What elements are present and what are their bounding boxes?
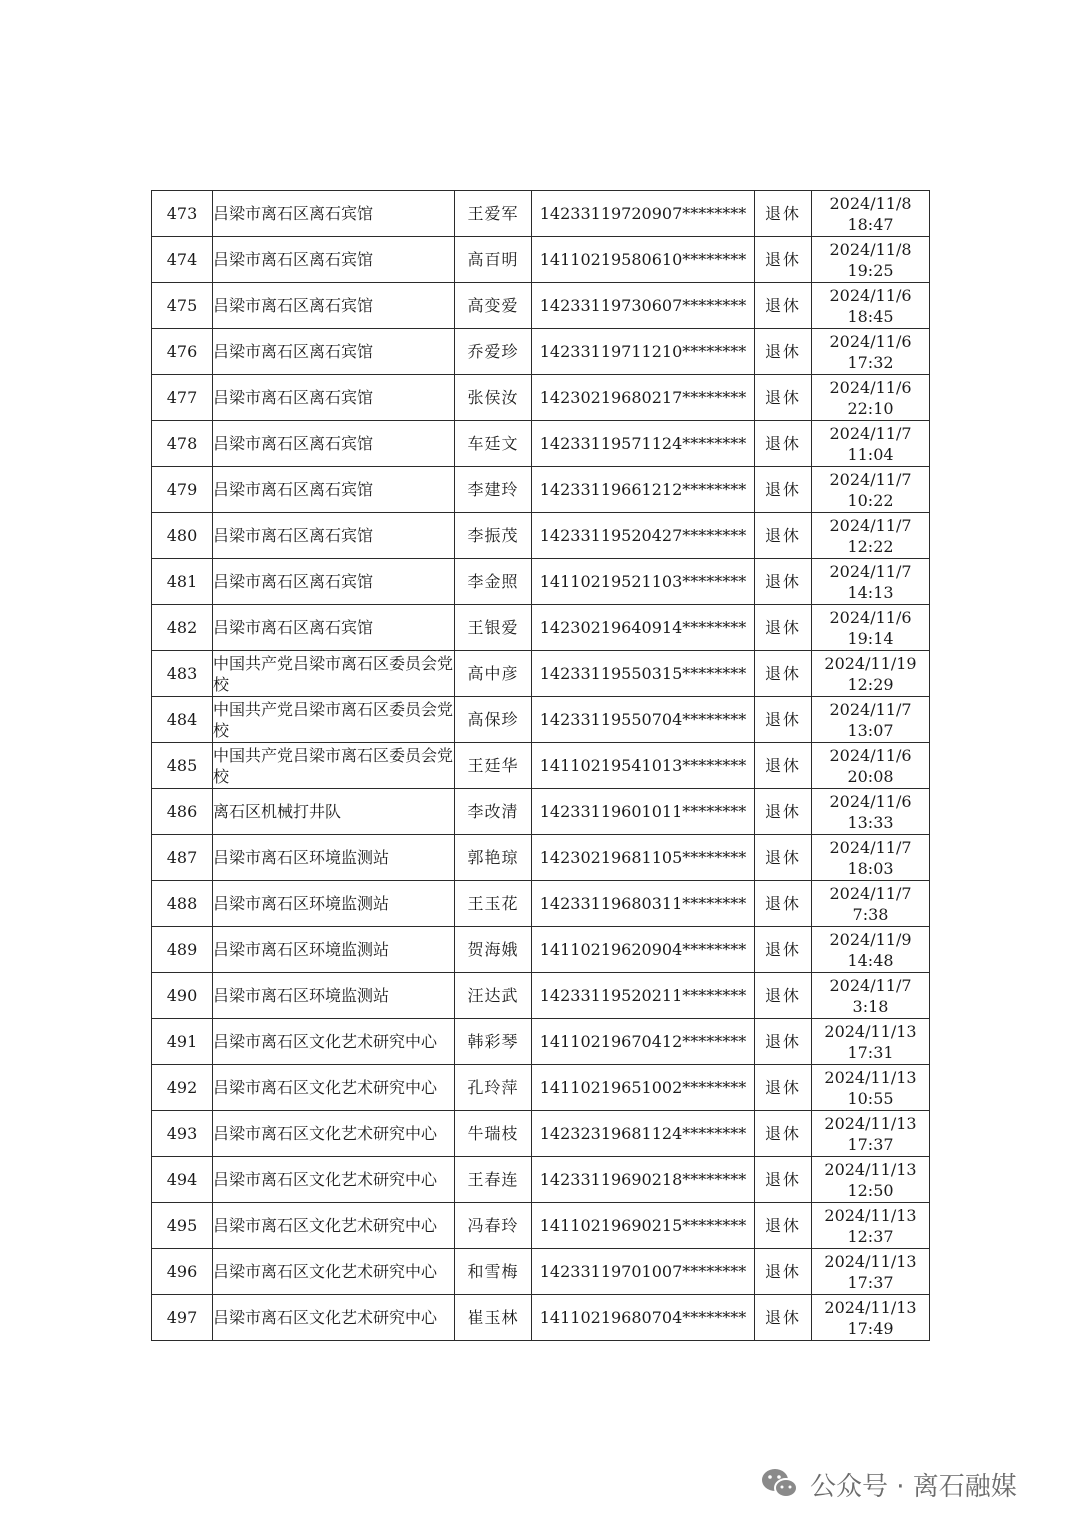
time-text: 18:03 [847,858,894,878]
date-text: 2024/11/7 [829,837,912,857]
time-text: 19:25 [847,260,894,280]
table-row [152,789,930,835]
unit-cell: 吕梁市离石区离石宾馆 [213,329,455,375]
table-row [152,1111,930,1157]
table-row [152,329,930,375]
table-row [152,467,930,513]
name-cell: 冯春玲 [455,1203,532,1249]
row-number-cell: 487 [152,835,213,881]
table-row [152,237,930,283]
unit-cell: 吕梁市离石区离石宾馆 [213,467,455,513]
status-cell: 退休 [755,559,812,605]
id-number-cell: 14232319681124******** [532,1111,755,1157]
time-text: 10:55 [847,1088,894,1108]
table-row [152,651,930,697]
date-text: 2024/11/19 [824,653,917,673]
timestamp-cell [812,191,930,237]
timestamp-cell [812,375,930,421]
unit-cell: 吕梁市离石区离石宾馆 [213,605,455,651]
row-number-cell: 474 [152,237,213,283]
status-cell: 退休 [755,467,812,513]
date-text: 2024/11/13 [824,1067,917,1087]
unit-cell: 吕梁市离石区文化艺术研究中心 [213,1019,455,1065]
unit-cell: 中国共产党吕梁市离石区委员会党校 [213,651,455,697]
timestamp-cell [812,1203,930,1249]
status-cell: 退休 [755,927,812,973]
name-cell: 李金照 [455,559,532,605]
name-cell: 汪达武 [455,973,532,1019]
table-row [152,881,930,927]
table-row [152,743,930,789]
unit-cell: 吕梁市离石区文化艺术研究中心 [213,1203,455,1249]
roster-table [151,190,930,1341]
id-number-cell: 14233119571124******** [532,421,755,467]
id-number-cell: 14230219680217******** [532,375,755,421]
id-number-cell: 14233119520211******** [532,973,755,1019]
time-text: 17:31 [847,1042,894,1062]
timestamp-cell [812,559,930,605]
date-text: 2024/11/13 [824,1205,917,1225]
row-number-cell: 492 [152,1065,213,1111]
id-number-cell: 14233119720907******** [532,191,755,237]
name-cell: 李建玲 [455,467,532,513]
status-cell: 退休 [755,1019,812,1065]
status-cell: 退休 [755,191,812,237]
table-row [152,1065,930,1111]
date-text: 2024/11/7 [829,883,912,903]
timestamp-cell [812,927,930,973]
unit-cell: 吕梁市离石区环境监测站 [213,835,455,881]
id-number-cell: 14233119661212******** [532,467,755,513]
time-text: 22:10 [847,398,894,418]
row-number-cell: 486 [152,789,213,835]
name-cell: 孔玲萍 [455,1065,532,1111]
status-cell: 退休 [755,1111,812,1157]
name-cell: 高百明 [455,237,532,283]
name-cell: 王爱军 [455,191,532,237]
name-cell: 崔玉林 [455,1295,532,1341]
date-text: 2024/11/13 [824,1297,917,1317]
unit-cell: 吕梁市离石区环境监测站 [213,973,455,1019]
status-cell: 退休 [755,1157,812,1203]
id-number-cell: 14233119550704******** [532,697,755,743]
unit-cell: 吕梁市离石区离石宾馆 [213,513,455,559]
row-number-cell: 479 [152,467,213,513]
id-number-cell: 14110219620904******** [532,927,755,973]
date-text: 2024/11/7 [829,515,912,535]
time-text: 18:47 [847,214,894,234]
table-row [152,191,930,237]
table-row [152,559,930,605]
name-cell: 车廷文 [455,421,532,467]
date-text: 2024/11/7 [829,423,912,443]
table-row [152,375,930,421]
timestamp-cell [812,973,930,1019]
status-cell: 退休 [755,789,812,835]
status-cell: 退休 [755,237,812,283]
date-text: 2024/11/7 [829,975,912,995]
date-text: 2024/11/13 [824,1113,917,1133]
date-text: 2024/11/13 [824,1159,917,1179]
row-number-cell: 482 [152,605,213,651]
time-text: 12:29 [847,674,894,694]
date-text: 2024/11/6 [829,377,912,397]
status-cell: 退休 [755,697,812,743]
date-text: 2024/11/7 [829,469,912,489]
id-number-cell: 14110219690215******** [532,1203,755,1249]
timestamp-cell [812,835,930,881]
status-cell: 退休 [755,1295,812,1341]
id-number-cell: 14233119601011******** [532,789,755,835]
timestamp-cell [812,743,930,789]
unit-cell: 吕梁市离石区文化艺术研究中心 [213,1111,455,1157]
time-text: 12:22 [847,536,894,556]
id-number-cell: 14230219681105******** [532,835,755,881]
status-cell: 退休 [755,421,812,467]
time-text: 19:14 [847,628,894,648]
table-row [152,513,930,559]
date-text: 2024/11/8 [829,239,912,259]
id-number-cell: 14233119550315******** [532,651,755,697]
id-number-cell: 14233119520427******** [532,513,755,559]
id-number-cell: 14110219651002******** [532,1065,755,1111]
unit-cell: 吕梁市离石区离石宾馆 [213,237,455,283]
row-number-cell: 493 [152,1111,213,1157]
id-number-cell: 14233119680311******** [532,881,755,927]
unit-cell: 中国共产党吕梁市离石区委员会党校 [213,697,455,743]
wechat-icon [760,1467,800,1501]
row-number-cell: 476 [152,329,213,375]
row-number-cell: 485 [152,743,213,789]
table-row [152,835,930,881]
table-row [152,421,930,467]
row-number-cell: 483 [152,651,213,697]
table-row [152,605,930,651]
timestamp-cell [812,1065,930,1111]
unit-cell: 吕梁市离石区文化艺术研究中心 [213,1157,455,1203]
date-text: 2024/11/6 [829,791,912,811]
id-number-cell: 14233119730607******** [532,283,755,329]
name-cell: 王玉花 [455,881,532,927]
date-text: 2024/11/6 [829,607,912,627]
status-cell: 退休 [755,1203,812,1249]
timestamp-cell [812,1249,930,1295]
status-cell: 退休 [755,513,812,559]
unit-cell: 吕梁市离石区文化艺术研究中心 [213,1249,455,1295]
time-text: 12:37 [847,1226,894,1246]
date-text: 2024/11/6 [829,285,912,305]
name-cell: 韩彩琴 [455,1019,532,1065]
unit-cell: 吕梁市离石区文化艺术研究中心 [213,1065,455,1111]
timestamp-cell [812,1157,930,1203]
row-number-cell: 480 [152,513,213,559]
date-text: 2024/11/13 [824,1251,917,1271]
name-cell: 牛瑞枝 [455,1111,532,1157]
table-row [152,927,930,973]
timestamp-cell [812,237,930,283]
name-cell: 高变爱 [455,283,532,329]
timestamp-cell [812,1019,930,1065]
row-number-cell: 491 [152,1019,213,1065]
time-text: 10:22 [847,490,894,510]
time-text: 17:37 [847,1272,894,1292]
date-text: 2024/11/7 [829,561,912,581]
id-number-cell: 14233119701007******** [532,1249,755,1295]
status-cell: 退休 [755,1065,812,1111]
time-text: 20:08 [847,766,894,786]
timestamp-cell [812,605,930,651]
status-cell: 退休 [755,283,812,329]
timestamp-cell [812,881,930,927]
timestamp-cell [812,513,930,559]
date-text: 2024/11/9 [829,929,912,949]
name-cell: 王银爱 [455,605,532,651]
timestamp-cell [812,467,930,513]
time-text: 3:18 [852,996,889,1016]
row-number-cell: 497 [152,1295,213,1341]
table-row [152,283,930,329]
name-cell: 贺海娥 [455,927,532,973]
watermark [760,1462,1017,1506]
timestamp-cell [812,329,930,375]
status-cell: 退休 [755,329,812,375]
status-cell: 退休 [755,651,812,697]
table-row [152,1295,930,1341]
name-cell: 王春连 [455,1157,532,1203]
timestamp-cell [812,1111,930,1157]
id-number-cell: 14110219541013******** [532,743,755,789]
time-text: 12:50 [847,1180,894,1200]
time-text: 17:32 [847,352,894,372]
row-number-cell: 496 [152,1249,213,1295]
time-text: 13:07 [847,720,894,740]
row-number-cell: 495 [152,1203,213,1249]
status-cell: 退休 [755,743,812,789]
table-row [152,973,930,1019]
row-number-cell: 489 [152,927,213,973]
unit-cell: 离石区机械打井队 [213,789,455,835]
name-cell: 高保珍 [455,697,532,743]
date-text: 2024/11/8 [829,193,912,213]
date-text: 2024/11/13 [824,1021,917,1041]
id-number-cell: 14110219580610******** [532,237,755,283]
row-number-cell: 484 [152,697,213,743]
row-number-cell: 473 [152,191,213,237]
table-row [152,1157,930,1203]
id-number-cell: 14110219680704******** [532,1295,755,1341]
date-text: 2024/11/6 [829,745,912,765]
time-text: 11:04 [847,444,894,464]
table-row [152,1203,930,1249]
name-cell: 李改清 [455,789,532,835]
roster-table-body [152,191,930,1341]
status-cell: 退休 [755,605,812,651]
row-number-cell: 490 [152,973,213,1019]
row-number-cell: 475 [152,283,213,329]
name-cell: 乔爱珍 [455,329,532,375]
status-cell: 退休 [755,1249,812,1295]
row-number-cell: 477 [152,375,213,421]
time-text: 14:13 [847,582,894,602]
time-text: 18:45 [847,306,894,326]
row-number-cell: 494 [152,1157,213,1203]
time-text: 17:49 [847,1318,894,1338]
name-cell: 张侯汝 [455,375,532,421]
row-number-cell: 481 [152,559,213,605]
timestamp-cell [812,789,930,835]
id-number-cell: 14233119711210******** [532,329,755,375]
name-cell: 高中彦 [455,651,532,697]
timestamp-cell [812,697,930,743]
id-number-cell: 14230219640914******** [532,605,755,651]
id-number-cell: 14233119690218******** [532,1157,755,1203]
unit-cell: 吕梁市离石区环境监测站 [213,881,455,927]
time-text: 7:38 [852,904,889,924]
timestamp-cell [812,1295,930,1341]
table-row [152,697,930,743]
row-number-cell: 478 [152,421,213,467]
row-number-cell: 488 [152,881,213,927]
timestamp-cell [812,283,930,329]
time-text: 13:33 [847,812,894,832]
name-cell: 李振茂 [455,513,532,559]
status-cell: 退休 [755,973,812,1019]
watermark-text: 公众号 · 离石融媒 [810,1471,1017,1502]
timestamp-cell [812,651,930,697]
table-row [152,1249,930,1295]
name-cell: 郭艳琼 [455,835,532,881]
unit-cell: 吕梁市离石区离石宾馆 [213,559,455,605]
unit-cell: 吕梁市离石区文化艺术研究中心 [213,1295,455,1341]
name-cell: 和雪梅 [455,1249,532,1295]
date-text: 2024/11/6 [829,331,912,351]
unit-cell: 吕梁市离石区离石宾馆 [213,421,455,467]
time-text: 14:48 [847,950,894,970]
time-text: 17:37 [847,1134,894,1154]
date-text: 2024/11/7 [829,699,912,719]
id-number-cell: 14110219670412******** [532,1019,755,1065]
unit-cell: 吕梁市离石区离石宾馆 [213,191,455,237]
unit-cell: 中国共产党吕梁市离石区委员会党校 [213,743,455,789]
status-cell: 退休 [755,375,812,421]
name-cell: 王廷华 [455,743,532,789]
table-row [152,1019,930,1065]
unit-cell: 吕梁市离石区环境监测站 [213,927,455,973]
unit-cell: 吕梁市离石区离石宾馆 [213,375,455,421]
id-number-cell: 14110219521103******** [532,559,755,605]
status-cell: 退休 [755,881,812,927]
unit-cell: 吕梁市离石区离石宾馆 [213,283,455,329]
timestamp-cell [812,421,930,467]
status-cell: 退休 [755,835,812,881]
